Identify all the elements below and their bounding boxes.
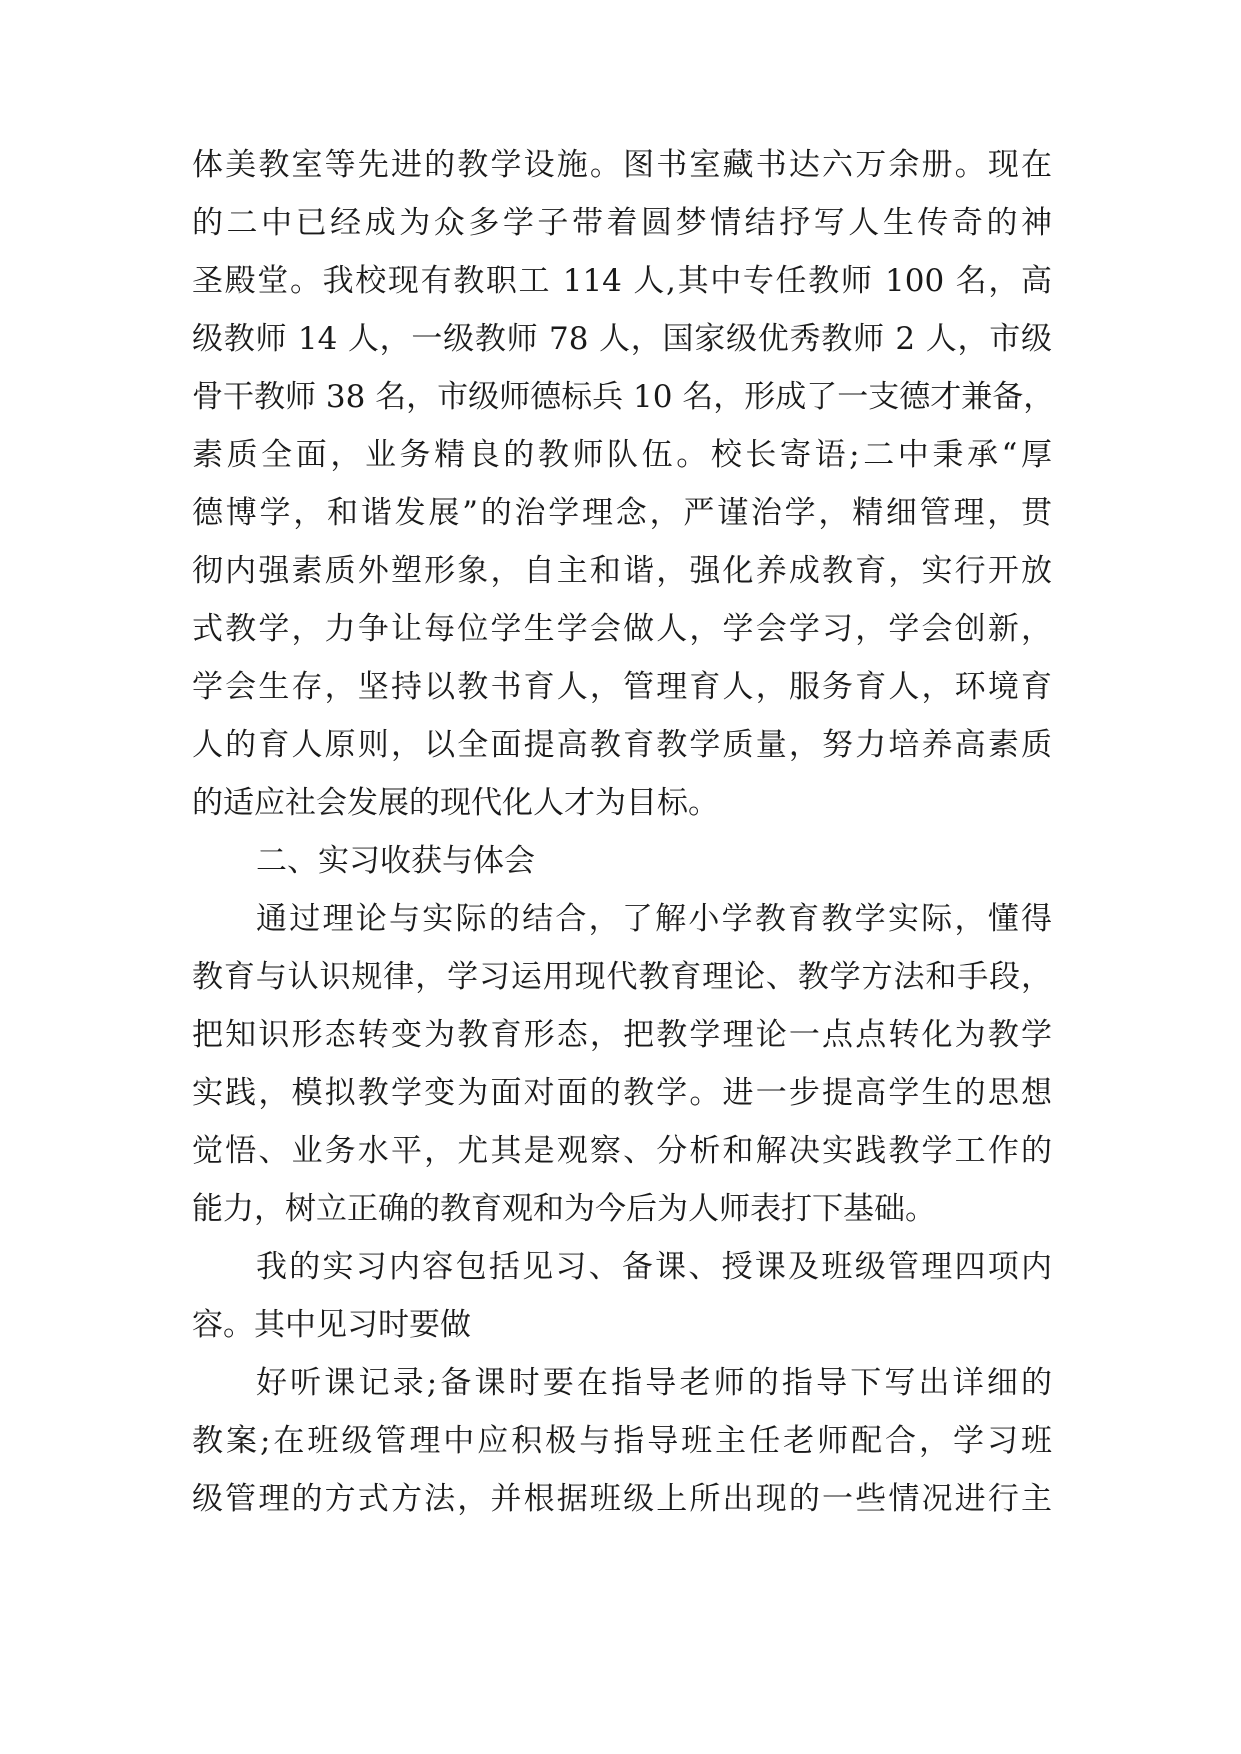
text-line: 好听课记录;备课时要在指导老师的指导下写出详细的 [256, 1365, 1052, 1401]
text-line: 觉悟、业务水平，尤其是观察、分析和解决实践教学工作的 [192, 1133, 1052, 1169]
text-line: 能力，树立正确的教育观和为今后为人师表打下基础。 [192, 1191, 936, 1227]
text-line: 体美教室等先进的教学设施。图书室藏书达六万余册。现在 [192, 147, 1052, 183]
text-line: 的二中已经成为众多学子带着圆梦情结抒写人生传奇的神 [192, 205, 1052, 241]
text-line: 容。其中见习时要做 [192, 1307, 471, 1343]
text-line: 实践，模拟教学变为面对面的教学。进一步提高学生的思想 [192, 1075, 1052, 1111]
text-line: 把知识形态转变为教育形态，把教学理论一点点转化为教学 [192, 1017, 1052, 1053]
text-line: 教案;在班级管理中应积极与指导班主任老师配合，学习班 [192, 1423, 1052, 1459]
text-line: 通过理论与实际的结合，了解小学教育教学实际，懂得 [256, 901, 1052, 937]
text-line: 级教师 14 人，一级教师 78 人，国家级优秀教师 2 人，市级 [192, 321, 1052, 357]
section-heading: 二、实习收获与体会 [256, 843, 535, 879]
text-line: 的适应社会发展的现代化人才为目标。 [192, 785, 719, 821]
text-line: 素质全面，业务精良的教师队伍。校长寄语;二中秉承“厚 [192, 437, 1052, 473]
text-line: 圣殿堂。我校现有教职工 114 人,其中专任教师 100 名，高 [192, 263, 1052, 299]
text-line: 德博学，和谐发展”的治学理念，严谨治学，精细管理，贯 [192, 495, 1052, 531]
text-line: 教育与认识规律，学习运用现代教育理论、教学方法和手段， [192, 959, 1052, 995]
text-line: 式教学，力争让每位学生学会做人，学会学习，学会创新， [192, 611, 1052, 647]
text-line: 彻内强素质外塑形象，自主和谐，强化养成教育，实行开放 [192, 553, 1052, 589]
text-line: 我的实习内容包括见习、备课、授课及班级管理四项内 [256, 1249, 1052, 1285]
text-line: 学会生存，坚持以教书育人，管理育人，服务育人，环境育 [192, 669, 1052, 705]
text-line: 人的育人原则，以全面提高教育教学质量，努力培养高素质 [192, 727, 1052, 763]
text-line: 骨干教师 38 名，市级师德标兵 10 名，形成了一支德才兼备， [192, 379, 1055, 415]
text-line: 级管理的方式方法，并根据班级上所出现的一些情况进行主 [192, 1481, 1052, 1517]
